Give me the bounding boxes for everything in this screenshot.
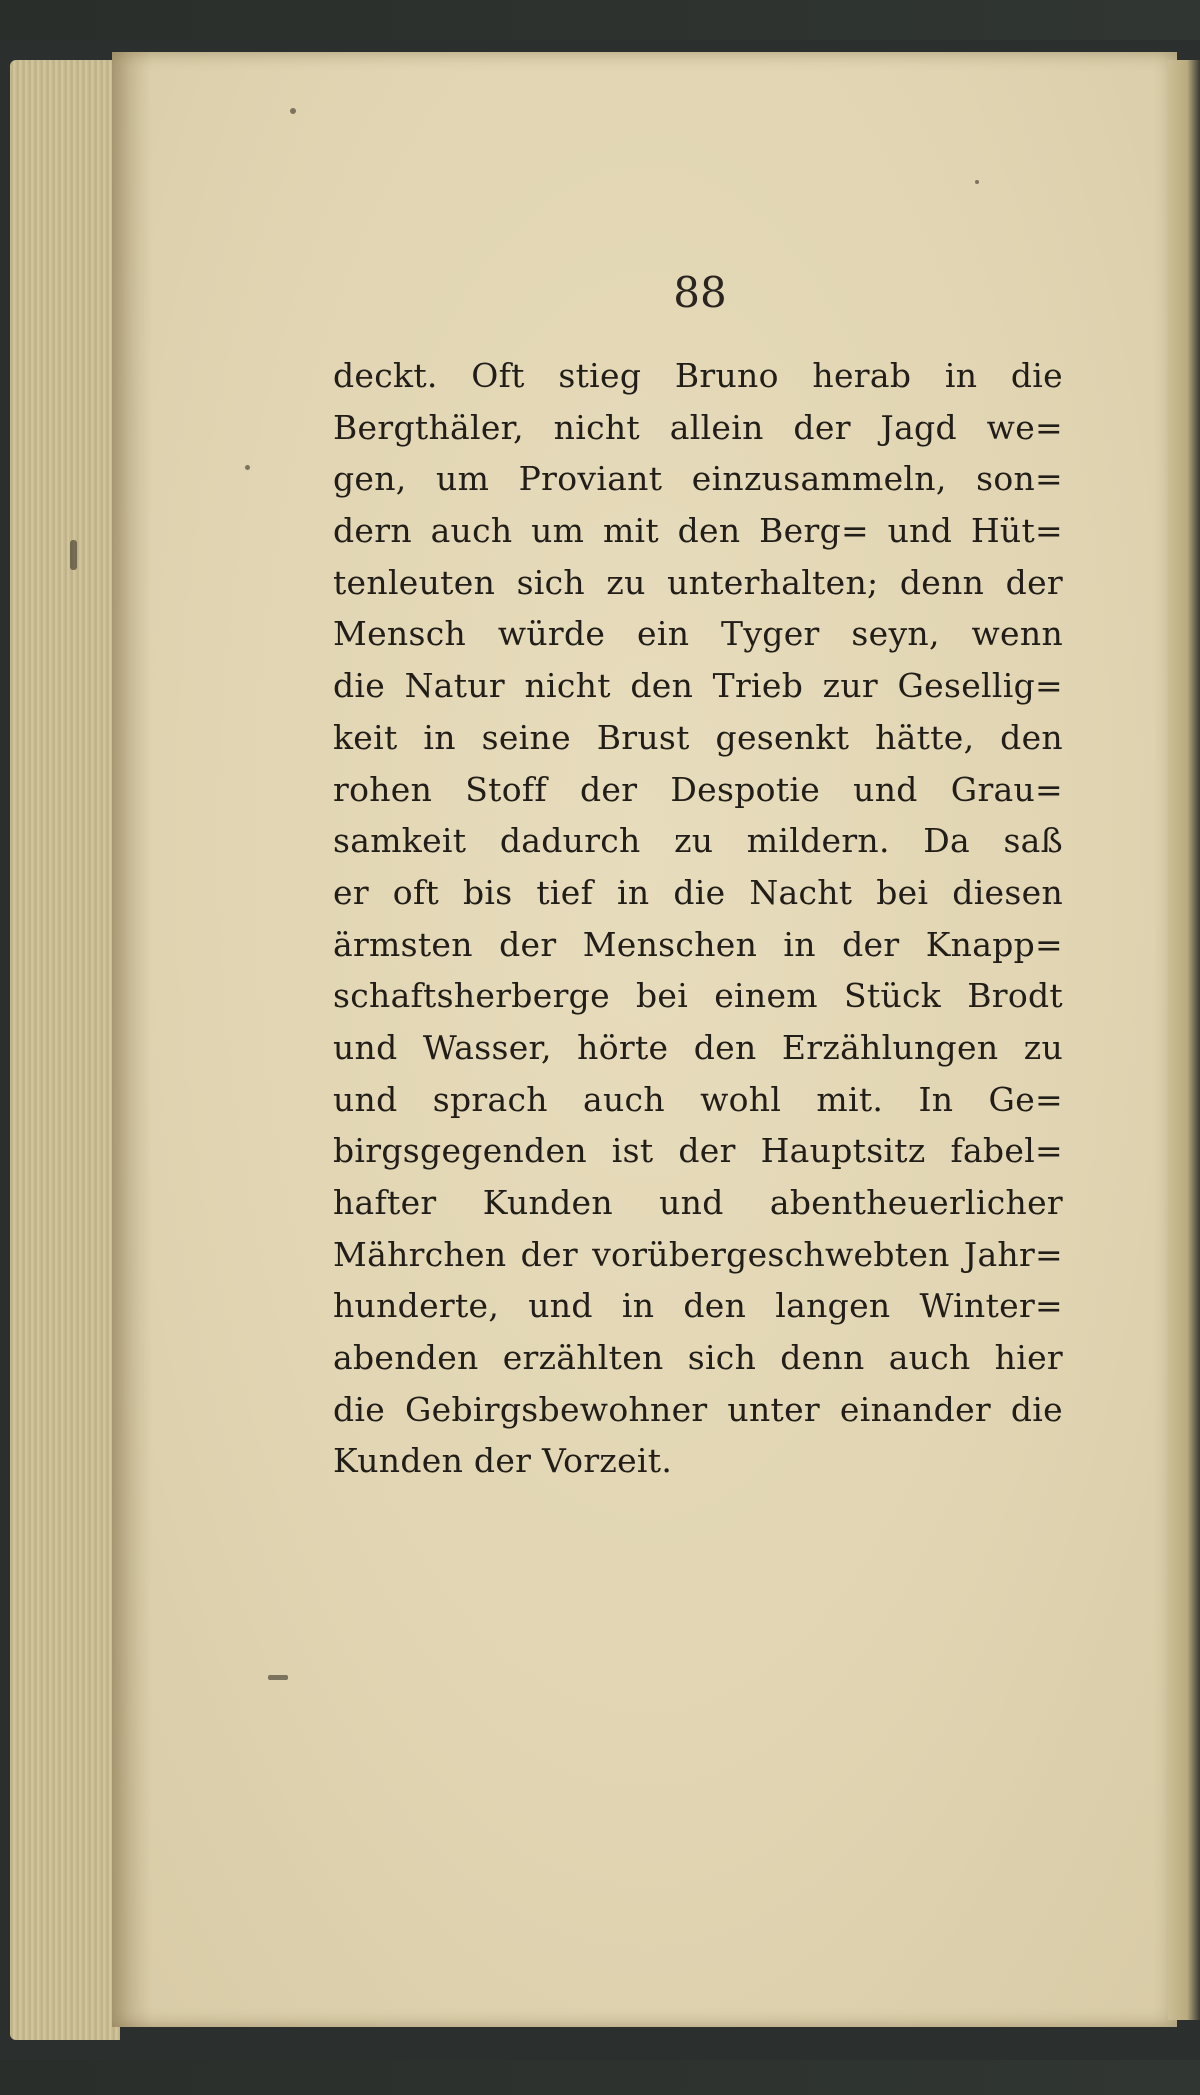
text-line: die Gebirgsbewohner unter einander die: [333, 1389, 1063, 1429]
text-line: Mensch würde ein Tyger seyn, wenn: [333, 614, 1063, 654]
paper-speck: [268, 1675, 288, 1680]
text-line: birgsgegenden ist der Hauptsitz fabel=: [333, 1131, 1063, 1171]
text-line: tenleuten sich zu unterhalten; denn der: [333, 562, 1063, 602]
gutter-shadow: [112, 52, 152, 2027]
text-line: und sprach auch wohl mit. In Ge=: [333, 1079, 1063, 1119]
text-line: rohen Stoff der Despotie und Grau=: [333, 769, 1063, 809]
paper-speck: [70, 540, 77, 570]
text-line: er oft bis tief in die Nacht bei diesen: [333, 872, 1063, 912]
text-line: abenden erzählten sich denn auch hier: [333, 1338, 1063, 1378]
right-page-edge: [1168, 60, 1200, 2020]
text-line: hafter Kunden und abentheuerlicher: [333, 1183, 1063, 1222]
text-line: deckt. Oft stieg Bruno herab in die: [333, 356, 1063, 395]
text-line: schaftsherberge bei einem Stück Brodt: [333, 976, 1063, 1016]
text-line: ärmsten der Menschen in der Knapp=: [333, 924, 1063, 964]
text-line: keit in seine Brust gesenkt hätte, den: [333, 717, 1063, 757]
text-line: die Natur nicht den Trieb zur Gesellig=: [333, 666, 1063, 706]
page-number: 88: [673, 268, 727, 317]
text-line: Kunden der Vorzeit.: [333, 1441, 673, 1481]
text-line: samkeit dadurch zu mildern. Da saß: [333, 821, 1063, 861]
text-line: Mährchen der vorübergeschwebten Jahr=: [333, 1234, 1063, 1274]
text-line: gen, um Proviant einzusammeln, son=: [333, 459, 1063, 499]
text-line: dern auch um mit den Berg= und Hüt=: [333, 511, 1063, 551]
paper-speck: [245, 465, 250, 470]
page-edges: [10, 60, 120, 2040]
paper-speck: [975, 180, 979, 184]
text-line: hunderte, und in den langen Winter=: [333, 1286, 1063, 1326]
text-line: Bergthäler, nicht allein der Jagd we=: [333, 407, 1063, 447]
paper-speck: [290, 108, 296, 114]
body-text: [333, 350, 1063, 1487]
text-line: und Wasser, hörte den Erzählungen zu: [333, 1027, 1063, 1067]
